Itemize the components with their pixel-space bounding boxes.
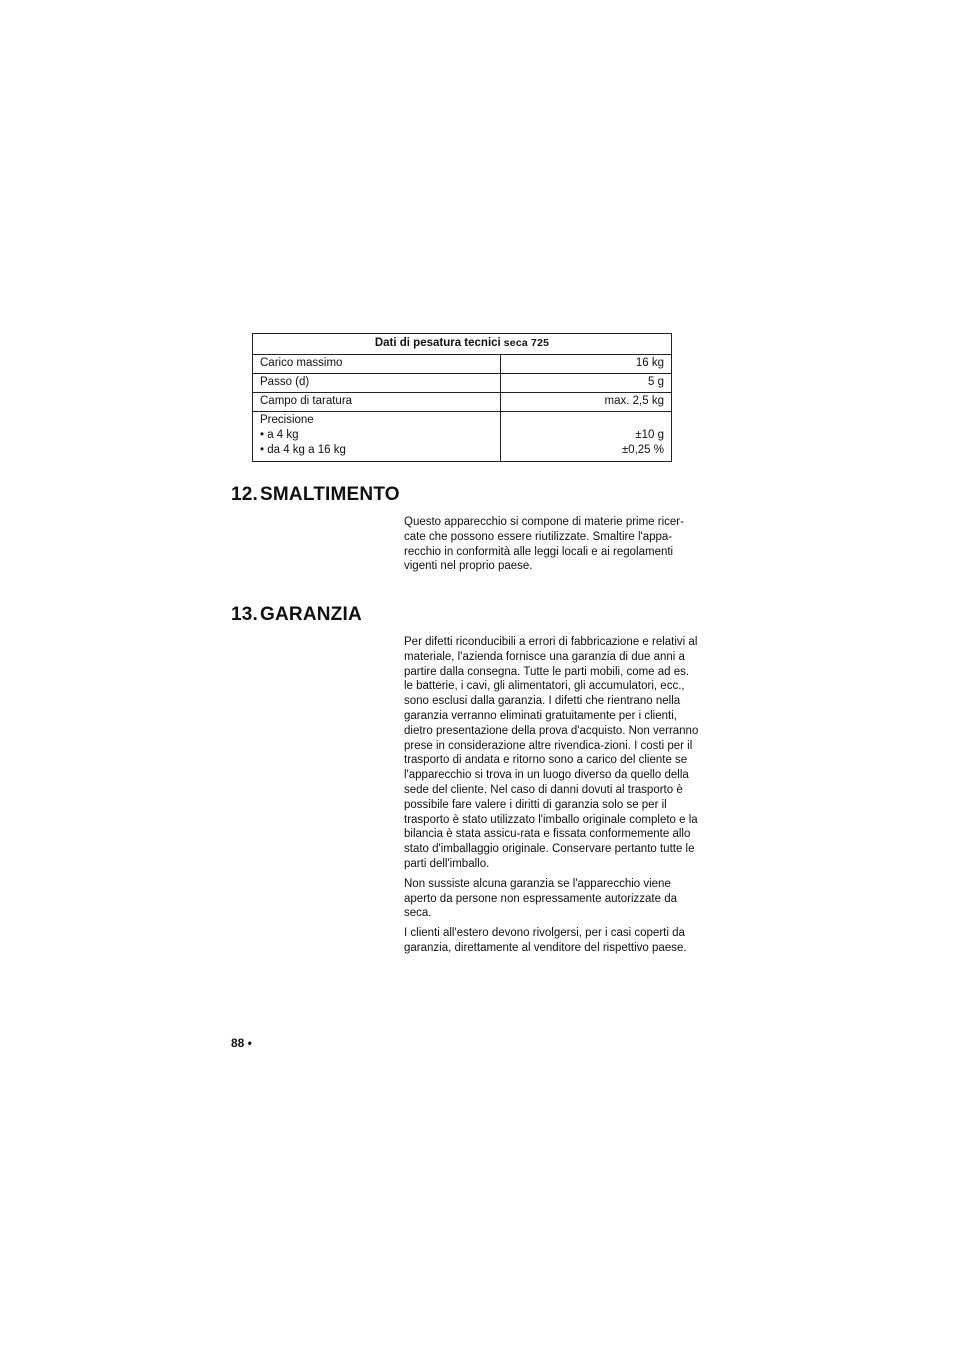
row-value: max. 2,5 kg bbox=[501, 393, 672, 412]
table-title bbox=[253, 334, 672, 355]
section-body-disposal bbox=[404, 515, 700, 579]
precision-values bbox=[501, 412, 672, 462]
paragraph: I clienti all'estero devono rivolgersi, per i casi coperti da garanzia, direttamente al venditore del rispettivo paese. bbox=[404, 927, 687, 954]
precision-item-label: • da 4 kg a 16 kg bbox=[260, 444, 346, 456]
paragraph: Per difetti riconducibili a errori di fabbricazione e relativi al materiale, l'azienda fornisce una garanzia di due anni a partire dalla consegna. Tutte le parti mobili, come ad es. le batterie, i cavi, gli alimentatori, gli accumulatori, ecc., sono esclusi dalla garanzia. I difetti che rientrano nella garanzia verranno eliminati gratuitamente per i clienti, dietro presentazione della prova d'acquisto. Non verranno prese in considerazione altre rivendica-zioni. I costi per il trasporto di andata e ritorno sono a carico del cliente se l'apparecchio si trova in un luogo diverso da quello della sede del cliente. Nel caso di danni dovuti al trasporto è possibile fare valere i diritti di garanzia solo se per il trasporto è stato utilizzato l'imballo originale completo e la bilancia è stata assicu-rata e fissata conformemente allo stato d'imballaggio originale. Conservare pertanto tutte le parti dell'imballo. bbox=[404, 636, 699, 870]
section-title: GARANZIA bbox=[260, 604, 362, 625]
page-number: 88 • bbox=[231, 1036, 252, 1050]
row-value: 16 kg bbox=[501, 355, 672, 374]
section-body-warranty bbox=[404, 635, 700, 961]
table-row-precision bbox=[253, 412, 672, 462]
section-number: 13. bbox=[231, 604, 259, 625]
precision-item-label: • a 4 kg bbox=[260, 429, 299, 441]
section-title: SMALTIMENTO bbox=[260, 484, 400, 505]
table-row bbox=[253, 374, 672, 393]
row-value: 5 g bbox=[501, 374, 672, 393]
model-name: seca 725 bbox=[503, 337, 550, 349]
technical-data-table bbox=[252, 333, 672, 462]
section-heading-warranty bbox=[231, 604, 362, 626]
precision-item-value: ±10 g bbox=[635, 429, 664, 441]
section-number: 12. bbox=[231, 484, 259, 505]
section-heading-disposal bbox=[231, 484, 400, 506]
paragraph: Questo apparecchio si compone di materie prime ricer-cate che possono essere riutilizzate. Smaltire l'appa-recchio in conformità alle leggi locali e ai regolamenti vigenti nel proprio paese. bbox=[404, 516, 684, 573]
precision-item-value: ±0,25 % bbox=[621, 444, 664, 456]
precision-labels bbox=[253, 412, 501, 462]
paragraph: Non sussiste alcuna garanzia se l'apparecchio viene aperto da persone non espressamente autorizzate da seca. bbox=[404, 877, 677, 920]
row-label: Campo di taratura bbox=[253, 393, 501, 412]
table-title-text: Dati di pesatura tecnici bbox=[374, 337, 501, 349]
row-label: Carico massimo bbox=[253, 355, 501, 374]
table-row bbox=[253, 393, 672, 412]
precision-label: Precisione bbox=[260, 414, 314, 426]
table-row bbox=[253, 355, 672, 374]
table-header-row bbox=[253, 334, 672, 355]
row-label: Passo (d) bbox=[253, 374, 501, 393]
